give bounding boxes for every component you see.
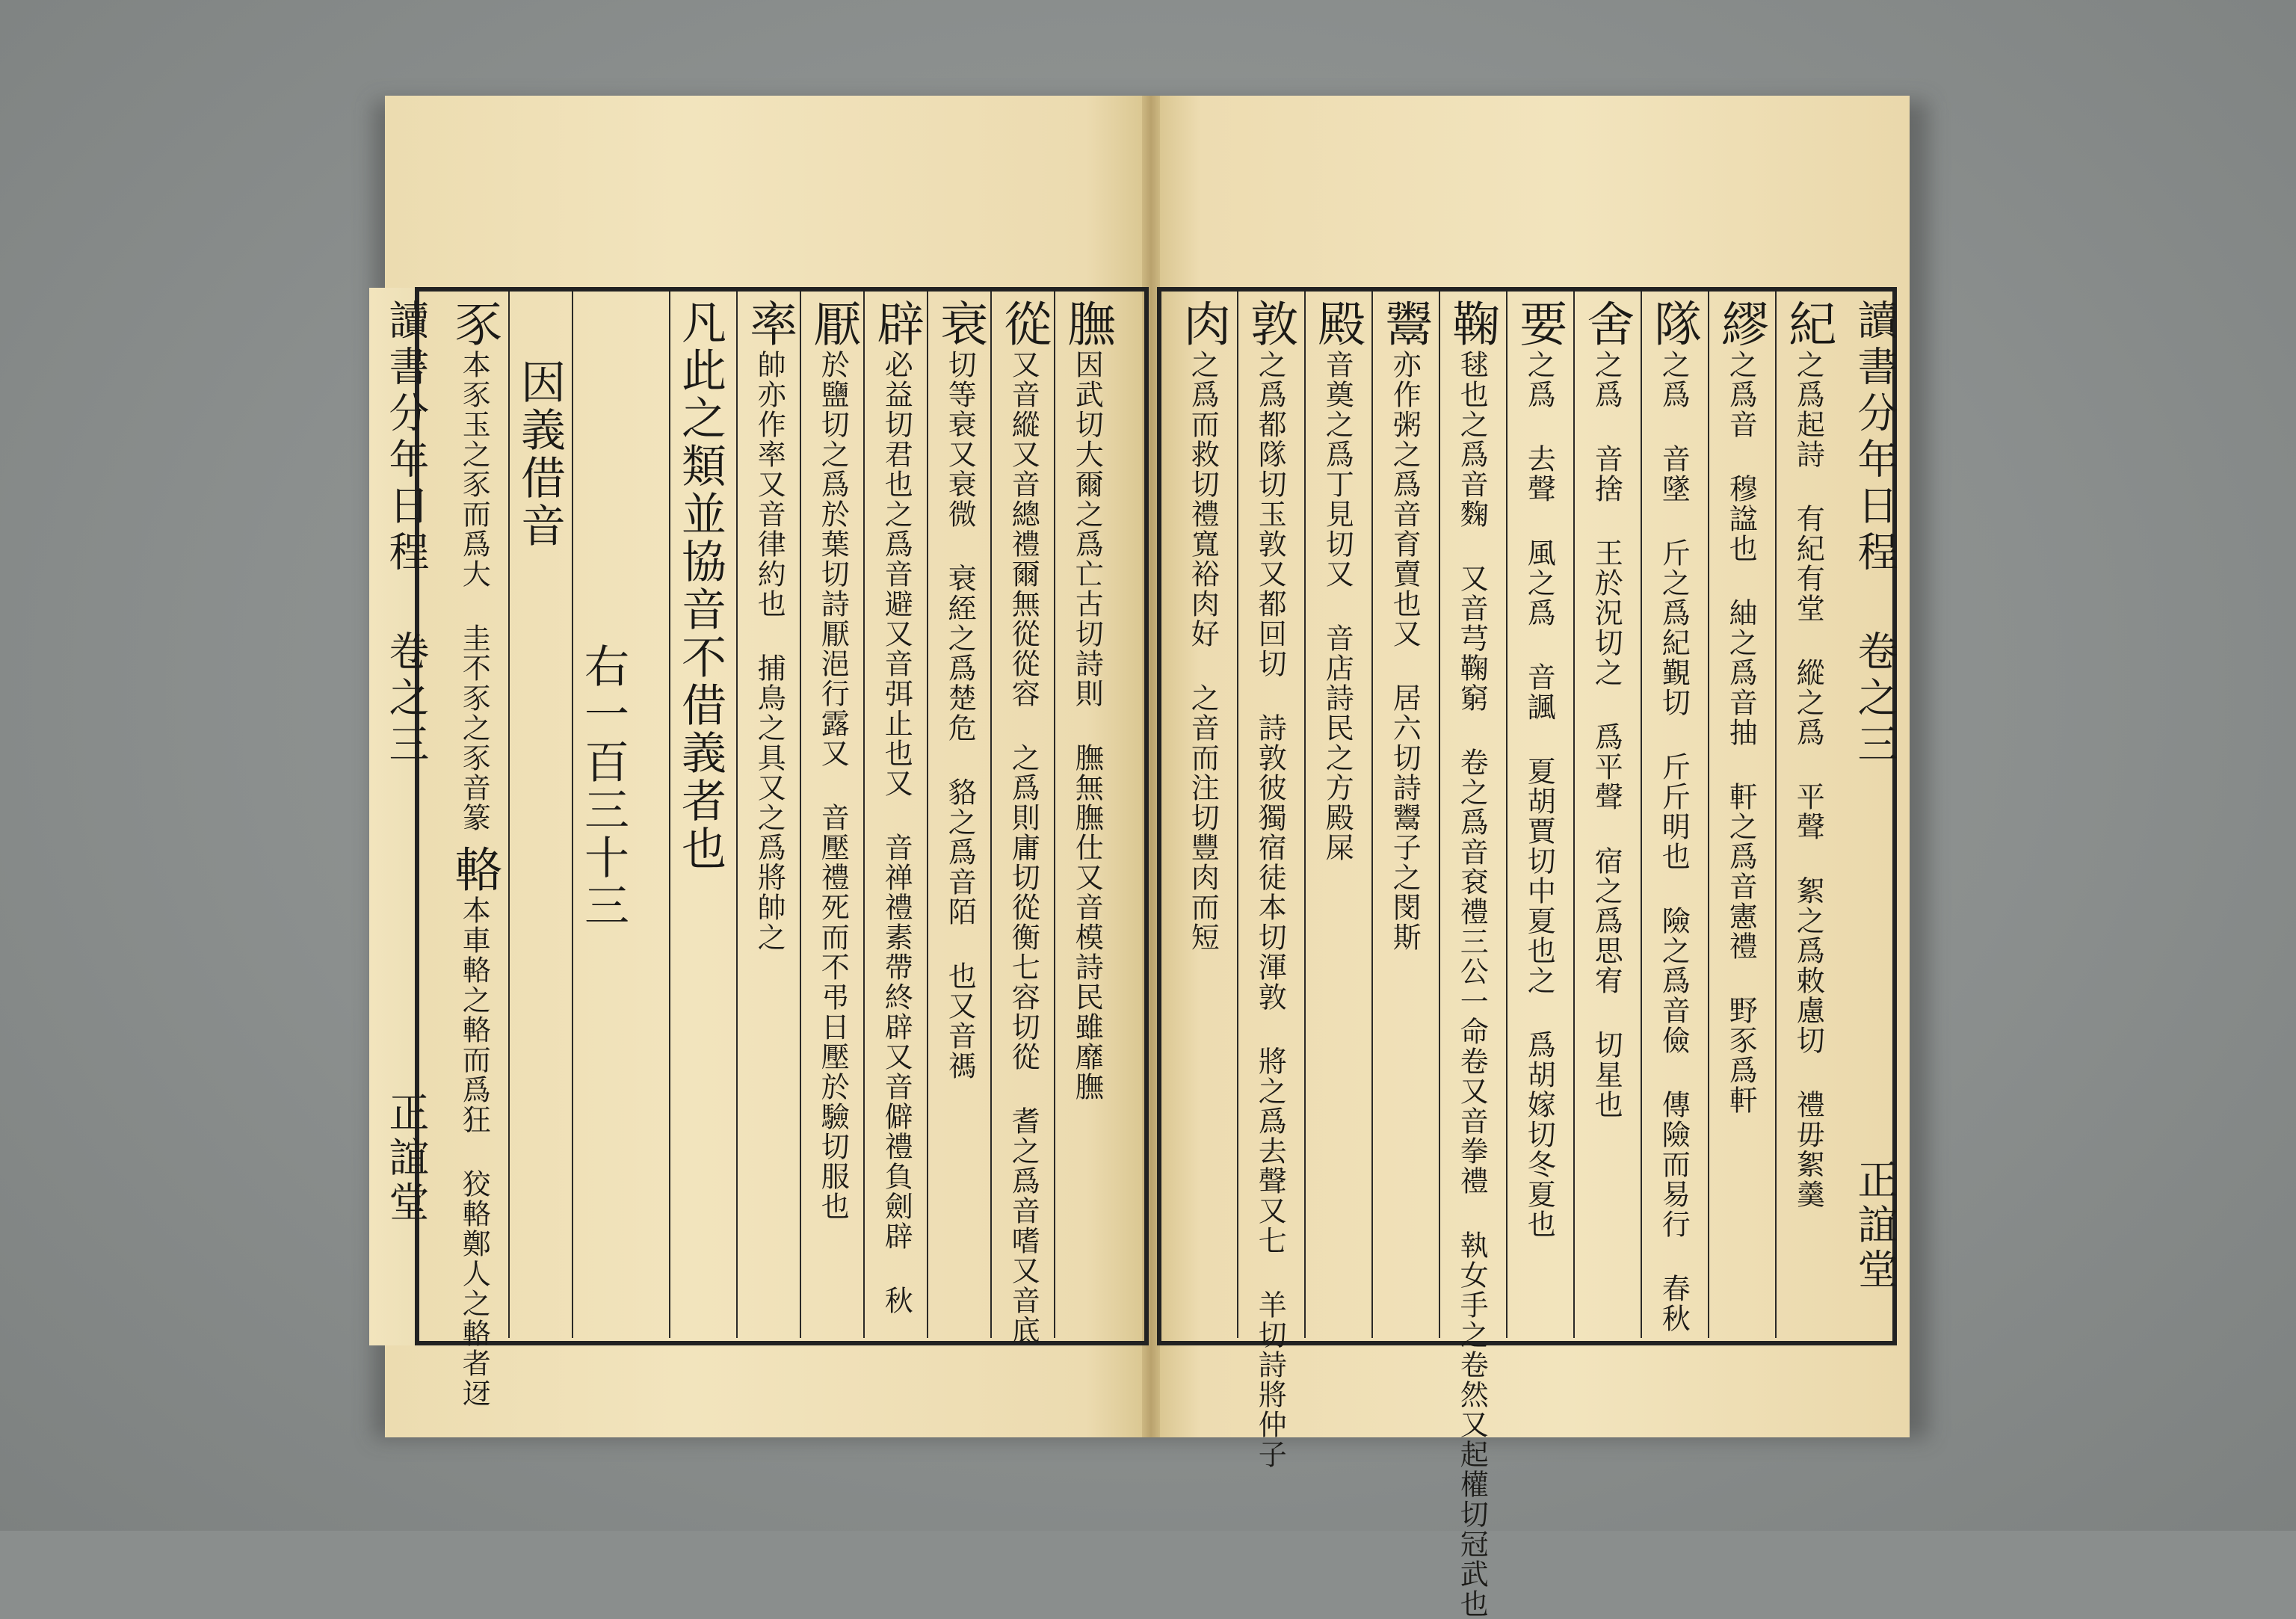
column-head: 辟: [868, 299, 925, 350]
right-column-10: [1175, 299, 1231, 952]
left-column-2: [996, 299, 1052, 1345]
column-head: 輅: [446, 845, 502, 895]
right-running-title: 讀書分年日程 卷之三: [1851, 299, 1898, 769]
column-head: 敦: [1242, 299, 1298, 350]
column-head: 鬻: [1377, 299, 1433, 350]
left-column-7: 凡此之類並協音不借義者也: [674, 299, 726, 873]
right-column-7: [1377, 299, 1433, 952]
column-text: 又音縱又音總禮爾無從從容 之爲則庸切從衡七容切從 耆之爲音嗜又音底: [1007, 350, 1040, 1345]
column-text: 亦作粥之爲音育賣也又 居六切詩鬻子之閔斯: [1388, 350, 1422, 952]
column-text: 之爲 音捨 王於況切之 爲平聲 宿之爲思宥 切星也: [1590, 350, 1623, 1120]
column-head: 隊: [1646, 299, 1702, 350]
column-rule: [736, 292, 738, 1338]
column-head: 率: [741, 299, 797, 350]
column-rule: [1573, 292, 1575, 1338]
left-column-9: 因義借音: [513, 359, 566, 550]
right-column-9: [1242, 299, 1298, 1470]
column-text: 必益切君也之爲音避又音弭止也又 音禅禮素帶終辟又音僻禮負劍辟 秋: [880, 350, 913, 1316]
column-rule: [1054, 292, 1055, 1338]
column-rule: [990, 292, 992, 1338]
column-rule: [508, 292, 510, 1338]
left-column-1: [1059, 299, 1115, 1102]
column-head: 衰: [932, 299, 988, 350]
left-column-3: [932, 299, 988, 1081]
column-head: 繆: [1713, 299, 1769, 350]
column-text: 之爲 去聲 風之爲 音諷 夏胡賈切中夏也之 爲胡嫁切冬夏也: [1522, 350, 1556, 1239]
column-text: 於鹽切之爲於葉切詩厭浥行露又 音壓禮死而不弔日壓於驗切服也: [816, 350, 850, 1221]
column-rule: [1371, 292, 1373, 1338]
column-text: 帥亦作率又音律約也 捕鳥之具又之爲將帥之: [753, 350, 786, 952]
column-head: 從: [996, 299, 1052, 350]
column-rule: [927, 292, 928, 1338]
column-text: 之爲 音墜 斤之爲紀覲切 斤斤明也 險之爲音儉 傳險而易行 春秋: [1657, 350, 1691, 1333]
right-column-2: [1713, 299, 1769, 1115]
column-head: 豕: [446, 299, 502, 350]
left-publisher: 正誼堂: [383, 1091, 430, 1226]
right-column-6: [1444, 299, 1500, 1619]
left-column-11: [446, 845, 502, 1408]
right-column-1: [1780, 299, 1836, 1209]
right-column-8: [1309, 299, 1365, 863]
left-column-5: [805, 299, 861, 1221]
right-column-3: [1646, 299, 1702, 1333]
column-head: 鞠: [1444, 299, 1500, 350]
column-text: 之爲都隊切玉敦又都回切 詩敦彼獨宿徒本切渾敦 將之爲去聲又七 羊切詩將仲子: [1253, 350, 1287, 1470]
column-head: 紀: [1780, 299, 1836, 350]
column-rule: [572, 292, 573, 1338]
column-head: 厭: [805, 299, 861, 350]
column-text: 本車輅之輅而爲狂 狡輅鄭人之輅者迓: [457, 895, 491, 1408]
column-rule: [1775, 292, 1777, 1338]
column-rule: [1304, 292, 1306, 1338]
right-publisher: 正誼堂: [1851, 1159, 1898, 1293]
column-rule: [669, 292, 670, 1338]
column-head: 殿: [1309, 299, 1365, 350]
column-text: 因武切大爾之爲亡古切詩則 膴無膴仕又音模詩民雖靡膴: [1070, 350, 1104, 1102]
column-text: 之爲起詩 有紀有堂 縱之爲 平聲 絮之爲敕慮切 禮毋絮羹: [1792, 350, 1825, 1209]
left-column-8: 右一百三十三: [577, 643, 629, 930]
column-rule: [1506, 292, 1507, 1338]
left-column-4: [868, 299, 925, 1316]
column-text: 本豕玉之豕而爲大 圭不豕之豕音篆: [457, 350, 491, 833]
left-running-title: 讀書分年日程 卷之三: [383, 299, 430, 769]
column-text: 毬也之爲音麴 又音芎鞠窮 卷之爲音袞禮三公一命卷又音拳禮 執女手之卷然又起權切冠武也: [1455, 350, 1489, 1619]
right-column-4: [1578, 299, 1635, 1120]
column-text: 之爲而救切禮寬裕肉好 之音而注切豐肉而短: [1186, 350, 1220, 952]
column-rule: [1439, 292, 1440, 1338]
column-rule: [1237, 292, 1238, 1338]
column-head: 舍: [1578, 299, 1635, 350]
column-head: 肉: [1175, 299, 1231, 350]
column-rule: [1708, 292, 1709, 1338]
column-rule: [1641, 292, 1642, 1338]
column-head: 膴: [1059, 299, 1115, 350]
left-column-10: [446, 299, 502, 833]
column-rule: [800, 292, 801, 1338]
column-text: 音奠之爲丁見切又 音店詩民之方殿屎: [1321, 350, 1354, 863]
column-text: 之爲音 穆諡也 紬之爲音抽 軒之爲音憲禮 野豕爲軒: [1724, 350, 1758, 1115]
column-rule: [863, 292, 865, 1338]
left-column-6: [741, 299, 797, 952]
column-head: 要: [1511, 299, 1567, 350]
column-text: 切等衰又衰微 衰絰之爲楚危 貉之爲音陌 也又音禡: [943, 350, 977, 1081]
right-column-5: [1511, 299, 1567, 1239]
